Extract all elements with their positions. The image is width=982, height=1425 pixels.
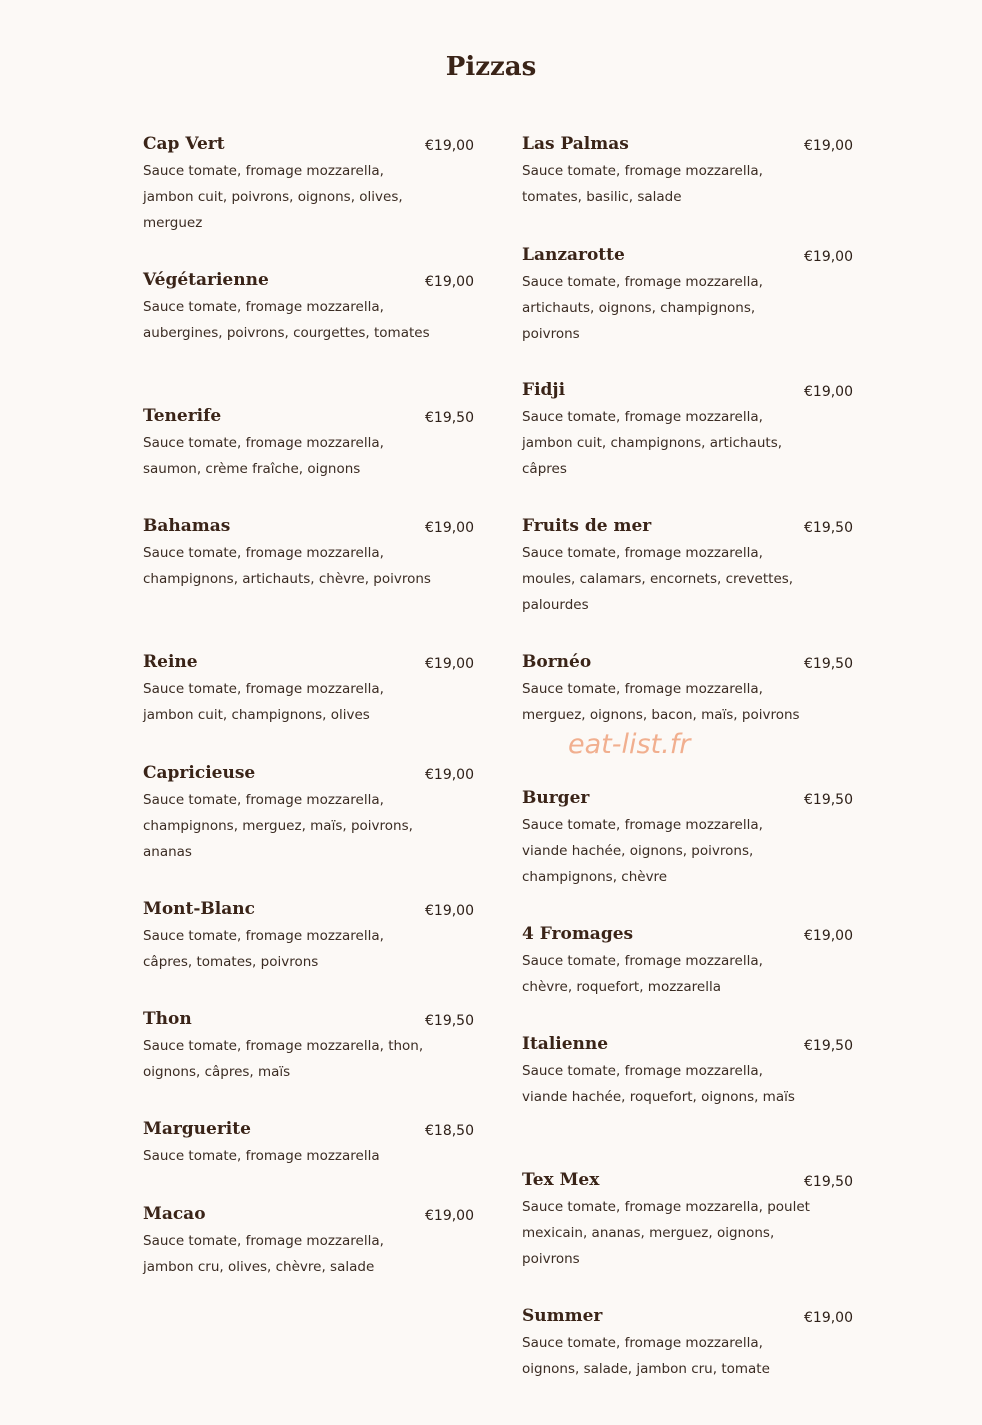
menu-item — [143, 515, 474, 593]
item-description: Sauce tomate, fromage mozzarella, champignons, merguez, maïs, poivrons, ananas — [143, 792, 413, 860]
watermark: eat-list.fr — [568, 729, 691, 760]
item-name: Mont-Blanc — [143, 899, 255, 919]
item-name: 4 Fromages — [522, 924, 634, 944]
item-name: Italienne — [522, 1034, 609, 1054]
menu-item — [522, 1305, 853, 1383]
item-name: Lanzarotte — [522, 245, 625, 265]
item-price: €19,00 — [425, 903, 474, 919]
item-name: Tenerife — [143, 406, 222, 426]
menu-item — [522, 379, 853, 482]
item-name: Cap Vert — [143, 134, 225, 154]
menu-item — [522, 133, 853, 211]
item-description: Sauce tomate, fromage mozzarella, jambon cuit, champignons, olives — [143, 681, 384, 723]
item-price: €19,00 — [425, 656, 474, 672]
item-price: €19,00 — [425, 767, 474, 783]
item-name: Capricieuse — [143, 763, 256, 783]
item-name: Tex Mex — [522, 1170, 600, 1190]
menu-item — [522, 923, 853, 1001]
item-price: €19,00 — [804, 928, 853, 944]
item-name: Fruits de mer — [522, 516, 652, 536]
page-title: Pizzas — [445, 52, 537, 82]
item-price: €19,50 — [425, 1013, 474, 1029]
menu-item — [522, 1169, 853, 1272]
item-price: €19,50 — [804, 1038, 853, 1054]
item-description: Sauce tomate, fromage mozzarella, thon, oignons, câpres, maïs — [143, 1038, 424, 1080]
item-name: Reine — [143, 652, 198, 672]
item-price: €19,50 — [425, 410, 474, 426]
menu-item — [522, 651, 853, 729]
menu-item — [143, 898, 474, 976]
menu-item — [143, 1118, 474, 1170]
item-name: Végétarienne — [143, 270, 269, 290]
menu-item — [522, 787, 853, 890]
item-price: €19,00 — [804, 1310, 853, 1326]
item-description: Sauce tomate, fromage mozzarella, jambon cuit, poivrons, oignons, olives, merguez — [143, 163, 403, 231]
menu-item — [143, 651, 474, 729]
menu-item — [143, 1203, 474, 1281]
item-price: €19,50 — [804, 792, 853, 808]
item-name: Burger — [522, 788, 590, 808]
item-name: Thon — [143, 1009, 192, 1029]
menu-item — [143, 269, 474, 347]
menu-item — [143, 133, 474, 236]
item-price: €19,50 — [804, 656, 853, 672]
item-name: Bornéo — [522, 652, 592, 672]
item-price: €19,50 — [804, 1174, 853, 1190]
menu-item — [522, 244, 853, 347]
item-name: Bahamas — [143, 516, 231, 536]
menu-item — [522, 1033, 853, 1111]
item-description: Sauce tomate, fromage mozzarella, merguez, oignons, bacon, maïs, poivrons — [522, 681, 800, 723]
item-description: Sauce tomate, fromage mozzarella, poulet mexicain, ananas, merguez, oignons, poivrons — [522, 1199, 810, 1267]
item-price: €19,50 — [804, 520, 853, 536]
menu-item — [143, 1008, 474, 1086]
item-description: Sauce tomate, fromage mozzarella, saumon, crème fraîche, oignons — [143, 435, 384, 477]
item-description: Sauce tomate, fromage mozzarella, champignons, artichauts, chèvre, poivrons — [143, 545, 431, 587]
item-name: Macao — [143, 1204, 206, 1224]
item-price: €19,00 — [804, 138, 853, 154]
item-description: Sauce tomate, fromage mozzarella, jambon cru, olives, chèvre, salade — [143, 1233, 384, 1275]
item-price: €19,00 — [425, 1208, 474, 1224]
item-price: €19,00 — [804, 249, 853, 265]
item-description: Sauce tomate, fromage mozzarella, moules, calamars, encornets, crevettes, palourdes — [522, 545, 794, 613]
item-price: €19,00 — [804, 384, 853, 400]
item-description: Sauce tomate, fromage mozzarella — [143, 1148, 380, 1164]
item-name: Marguerite — [143, 1119, 251, 1139]
item-description: Sauce tomate, fromage mozzarella, viande hachée, oignons, poivrons, champignons, chèvre — [522, 817, 763, 885]
item-description: Sauce tomate, fromage mozzarella, artichauts, oignons, champignons, poivrons — [522, 274, 763, 342]
item-description: Sauce tomate, fromage mozzarella, viande hachée, roquefort, oignons, maïs — [522, 1063, 795, 1105]
item-price: €18,50 — [425, 1123, 474, 1139]
menu-item — [143, 762, 474, 865]
item-description: Sauce tomate, fromage mozzarella, jambon cuit, champignons, artichauts, câpres — [522, 409, 783, 477]
item-price: €19,00 — [425, 274, 474, 290]
menu-item — [143, 405, 474, 483]
menu-item — [522, 515, 853, 618]
item-description: Sauce tomate, fromage mozzarella, câpres, tomates, poivrons — [143, 928, 384, 970]
item-name: Las Palmas — [522, 134, 629, 154]
item-description: Sauce tomate, fromage mozzarella, tomates, basilic, salade — [522, 163, 763, 205]
item-price: €19,00 — [425, 520, 474, 536]
item-description: Sauce tomate, fromage mozzarella, aubergines, poivrons, courgettes, tomates — [143, 299, 430, 341]
item-name: Fidji — [522, 380, 566, 400]
item-price: €19,00 — [425, 138, 474, 154]
item-name: Summer — [522, 1306, 603, 1326]
item-description: Sauce tomate, fromage mozzarella, chèvre, roquefort, mozzarella — [522, 953, 763, 995]
item-description: Sauce tomate, fromage mozzarella, oignons, salade, jambon cru, tomate — [522, 1335, 770, 1377]
